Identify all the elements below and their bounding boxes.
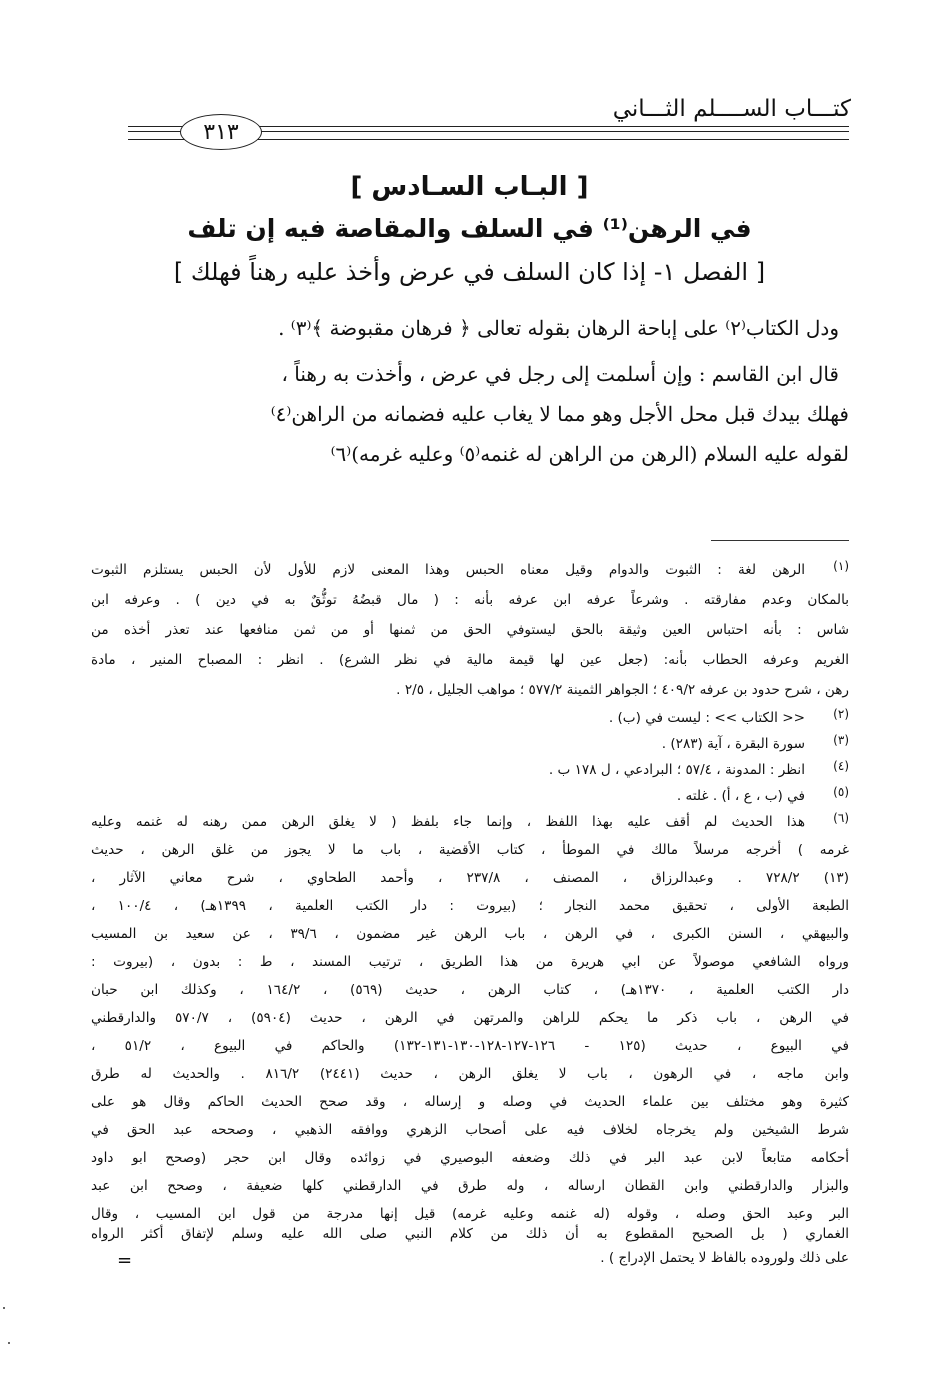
section-title: [ الفصل ١- إذا كان السلف في عرض وأخذ عليه رهناً فهلك ] bbox=[173, 258, 766, 286]
footnote-line: دار الكتب العلمية ، ١٣٧٠هـ) ، كتاب الرهن ، حديث (٥٦٩) ، ١٦٤/٢ ، وكذلك ابن حبان bbox=[91, 982, 849, 998]
body-line: فهلك بيدك قبل محل الأجل وهو مما لا يغاب عليه فضمانه من الراهن⁽٤⁾ bbox=[270, 402, 849, 426]
footnote-line: الغريم وعرفه الحطاب بأنه: (جعل عين لها قيمة مالية في نظر الشرع) . انظر : المصباح المنير ، مادة bbox=[91, 652, 849, 668]
footnote-6-continued bbox=[91, 1174, 849, 1198]
footnote-line: في الرهن ، باب ذكر ما يحكم للراهن والمرتهن في الرهن ، حديث (٥٩٠٤) ، ٥٧٠/٧ والدارقطني bbox=[91, 1010, 849, 1026]
body-line: لقوله عليه السلام (الرهن من الراهن له غنمه⁽٥⁾ وعليه غرمه)⁽٦⁾ bbox=[330, 442, 849, 466]
footnote-1-continued bbox=[91, 678, 849, 702]
footnote-line: بالمكان وعدم مفارقته . وشرعاً عرفه ابن عرفه بأنه : ( مال قبضُهُ توثُّقٌ به في دين ) . وعرفه ابن bbox=[91, 592, 849, 608]
footnote-line: على ذلك ولوروده بالفاظ لا يحتمل الإدراج ) . bbox=[600, 1250, 849, 1266]
footnote-4 bbox=[91, 758, 849, 782]
body-line: قال ابن القاسم : وإن أسلمت إلى رجل في عرض ، وأخذت به رهناً ، bbox=[281, 362, 839, 386]
chapter-title: [ البـاب السـادس ] bbox=[350, 172, 589, 202]
footnote-6-continued bbox=[91, 1246, 849, 1270]
footnote-line: ورواه الشافعي موصولاً عن ابي هريرة من هذا الطريق ، ترتيب المسند ، ط : بدون ، (بيروت : bbox=[91, 954, 849, 970]
footnote-line: شرط الشيخين ولم يخرجاه لخلاف فيه على أصحاب الزهري ووافقه الذهبي ، وصححه عبد الحق في bbox=[91, 1122, 849, 1138]
footnote-6-continued bbox=[91, 1222, 849, 1246]
footnote-marker: (٣) bbox=[833, 733, 849, 747]
footnote-line: هذا الحديث لم أقف عليه بهذا اللفظ ، وإنما جاء بلفظ ( لا يغلق الرهن ممن رهنه له غنمه وعليه bbox=[91, 814, 805, 830]
footnote-line: أحكامه متابعاً لابن عبد البر في ذلك وضعفه البوصيري في زوائده وقال ابن حجر (وصحح ابو داود bbox=[91, 1150, 849, 1166]
footnote-line: البر وعبد الحق وصله ، وقوله (له غنمه وعليه غرمه) قيل إنها مدرجة من قول ابن المسيب ، وقال bbox=[91, 1206, 849, 1222]
footnote-6-continued bbox=[91, 1034, 849, 1058]
footnote-5 bbox=[91, 784, 849, 808]
footnote-line: وابن ماجه ، في الرهون ، باب لا يغلق الرهن ، حديث (٢٤٤١) ٨١٦/٢ . والحديث له طرق bbox=[91, 1066, 850, 1082]
footnote-6-continued bbox=[91, 1006, 849, 1030]
footnote-6 bbox=[91, 810, 849, 834]
footnote-line: الطبعة الأولى ، تحقيق محمد النجار ؛ (بيروت : دار الكتب العلمية ، ١٣٩٩هـ) ، ١٠٠/٤ ، bbox=[91, 898, 849, 914]
footnote-line: والبيهقي ، السنن الكبرى ، في الرهن ، باب الرهن غير مضمون ، ٣٩/٦ ، عن سعيد بن المسيب bbox=[91, 926, 849, 942]
page-number: ٣١٣ bbox=[180, 114, 262, 150]
footnote-marker: (٦) bbox=[833, 811, 849, 825]
footnote-1-continued bbox=[91, 588, 849, 612]
footnote-line: الغماري ( بل الصحيح المقطوع به أن ذلك من كلام النبي صلى الله عليه وسلم لإتفاق أكثر الرواه bbox=[91, 1226, 849, 1242]
footnote-6-continued bbox=[91, 950, 849, 974]
scan-speck bbox=[3, 1307, 5, 1309]
footnote-line: في البيوع ، حديث (١٢٥ - ١٢٦-١٢٧-١٢٨-١٣٠-١٣١-١٣٢) والحاكم في البيوع ، ٥١/٢ ، bbox=[91, 1038, 849, 1054]
continuation-mark: = bbox=[117, 1250, 133, 1271]
footnote-line: شاس : بأنه احتباس العين وثيقة بالحق ليستوفي الحق من ثمنها أو من ثمن منافعها عند تعذر أخذه من bbox=[91, 622, 849, 638]
footnote-6-continued bbox=[91, 1090, 849, 1114]
footnote-marker: (٥) bbox=[833, 785, 849, 799]
chapter-subtitle: في الرهن⁽¹⁾ في السلف والمقاصة فيه إن تلف bbox=[187, 214, 752, 243]
footnote-line: الرهن لغة : الثبوت والدوام وقيل معناه الحبس وهذا المعنى لازم للأول لأن الحبس يستلزم الثبوت bbox=[91, 562, 805, 578]
footnote-6-continued bbox=[91, 866, 849, 890]
footnote-line: كثيرة وهو مختلف بين علماء الحديث في وصله و إرساله ، وقد صحح الحديث الحاكم وقال هو على bbox=[91, 1094, 849, 1110]
footnote-line: رهن ، شرح حدود بن عرفه ٤٠٩/٢ ؛ الجواهر الثمينة ٥٧٧/٢ ؛ مواهب الجليل ، ٢/٥ . bbox=[396, 682, 849, 698]
footnote-6-continued bbox=[91, 1062, 849, 1086]
footnote-6-continued bbox=[91, 1146, 849, 1170]
footnote-line: في (ب ، ع ، أ) . غلته . bbox=[676, 788, 805, 804]
footnote-separator bbox=[711, 540, 849, 541]
footnote-1-continued bbox=[91, 648, 849, 672]
scan-speck bbox=[8, 1342, 10, 1344]
footnote-3 bbox=[91, 732, 849, 756]
footnote-line: سورة البقرة ، آية (٢٨٣) . bbox=[661, 736, 805, 752]
footnote-line: << الكتاب >> : ليست في (ب) . bbox=[608, 710, 805, 726]
footnote-2 bbox=[91, 706, 849, 730]
footnote-line: والبزار والدارقطني وابن القطان ارساله ، وله طرق في الدارقطني كلها ضعيفة ، وصحح ابن عبد bbox=[91, 1178, 849, 1194]
footnote-6-continued bbox=[91, 922, 849, 946]
running-header-title: كتـــاب الســــلم الثـــاني bbox=[612, 96, 851, 122]
footnote-line: غرمه ) أخرجه مرسلاً مالك في الموطأ ، كتاب الأقضية ، باب ما لا يجوز من غلق الرهن ، حديث bbox=[91, 842, 849, 858]
footnote-marker: (٢) bbox=[833, 707, 849, 721]
footnote-line: (١٣) ٧٢٨/٢ . وعبدالرزاق ، المصنف ، ٢٣٧/٨ ، وأحمد الطحاوي ، شرح معاني الآثار ، bbox=[91, 870, 850, 886]
footnote-marker: (٤) bbox=[833, 759, 849, 773]
body-line: ودل الكتاب⁽٢⁾ على إباحة الرهان بقوله تعالى ﴿ فرهان مقبوضة ﴾⁽٣⁾ . bbox=[278, 316, 839, 340]
footnote-1 bbox=[91, 558, 849, 582]
footnote-6-continued bbox=[91, 978, 849, 1002]
footnote-6-continued bbox=[91, 838, 849, 862]
footnote-1-continued bbox=[91, 618, 849, 642]
footnote-6-continued bbox=[91, 894, 849, 918]
footnote-6-continued bbox=[91, 1118, 849, 1142]
footnote-line: انظر : المدونة ، ٥٧/٤ ؛ البرادعي ، ل ١٧٨ ب . bbox=[548, 762, 805, 778]
footnote-marker: (١) bbox=[833, 559, 849, 573]
